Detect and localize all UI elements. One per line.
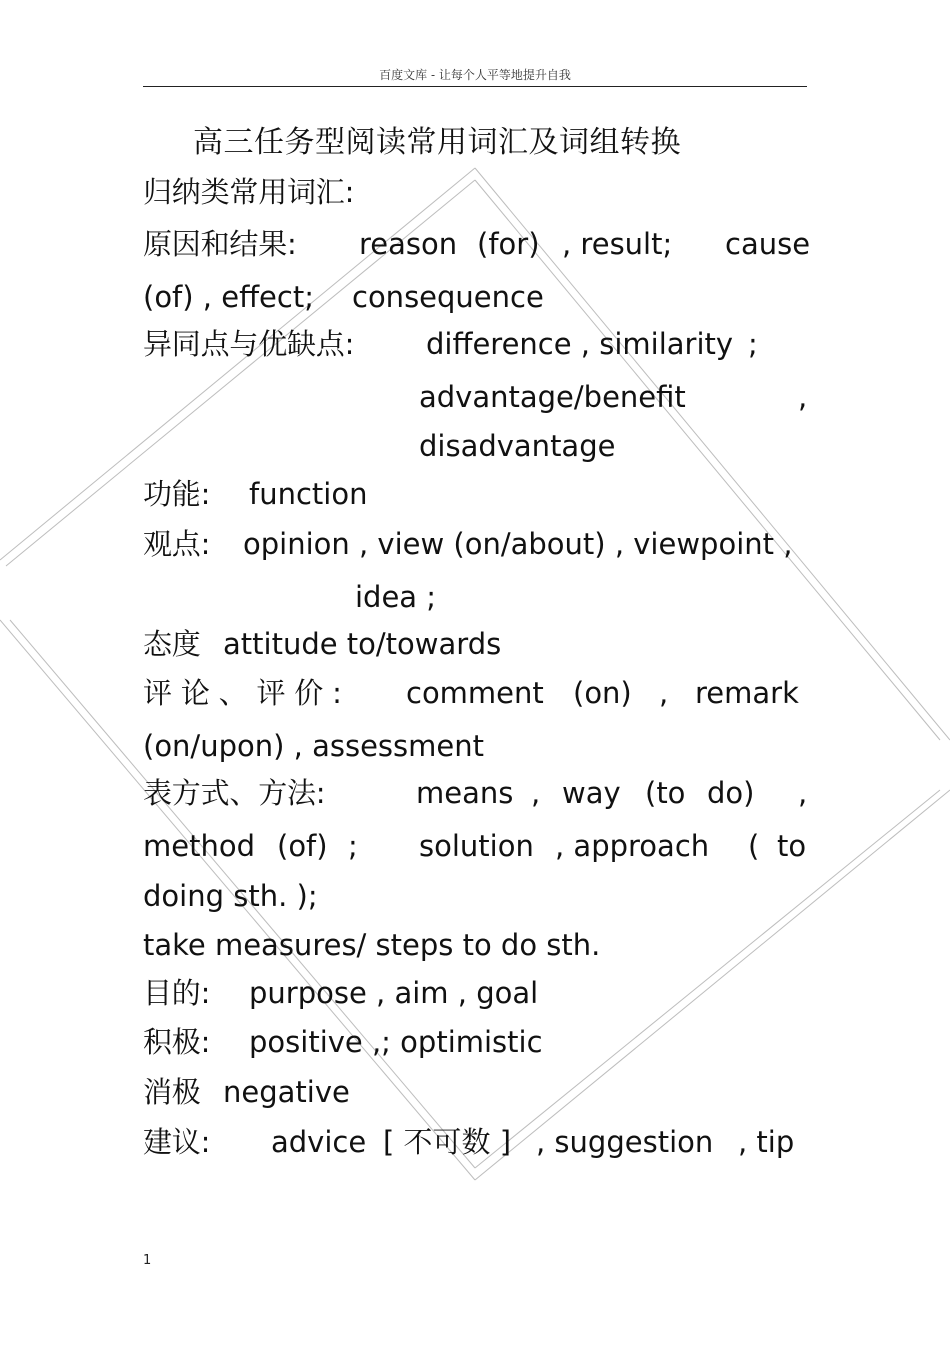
purpose-label: 目的: <box>143 976 211 1010</box>
comment-term: comment <box>406 676 544 710</box>
method-term: method <box>143 829 255 863</box>
document-title: 高三任务型阅读常用词汇及词组转换 <box>193 125 681 160</box>
section-heading: 归纳类常用词汇: <box>143 175 355 209</box>
way-to: (to <box>645 776 686 810</box>
difference-semicolon: ; <box>748 327 758 361</box>
approach-doing: doing sth. ); <box>143 879 318 913</box>
difference-terms: difference , similarity <box>426 327 734 361</box>
cause-term-result: , result; <box>562 227 673 261</box>
page-number: 1 <box>143 1253 152 1268</box>
attitude-terms: attitude to/towards <box>223 627 502 661</box>
advice-term: advice <box>271 1125 367 1159</box>
way-comma: , <box>798 776 808 810</box>
means-term: means <box>416 776 514 810</box>
approach-term: , approach <box>555 829 710 863</box>
difference-label: 异同点与优缺点: <box>143 327 355 361</box>
opinion-idea: idea ; <box>355 580 437 614</box>
cause-term-effect: (of) , effect; <box>143 280 314 314</box>
approach-paren: ( <box>748 829 760 863</box>
approach-to: to <box>777 829 807 863</box>
method-semicolon: ; <box>348 829 358 863</box>
remark-term: remark <box>695 676 799 710</box>
purpose-terms: purpose , aim , goal <box>249 976 539 1010</box>
positive-label: 积极: <box>143 1025 211 1059</box>
positive-terms: positive ,; optimistic <box>249 1025 543 1059</box>
advantage-terms: advantage/benefit <box>419 380 686 414</box>
negative-label: 消极 <box>143 1075 201 1109</box>
cause-term-for: (for) <box>477 227 540 261</box>
way-do: do) <box>707 776 755 810</box>
solution-term: solution <box>419 829 534 863</box>
advantage-comma: , <box>798 380 808 414</box>
cause-term-cause: cause <box>725 227 811 261</box>
comment-on: (on) <box>573 676 632 710</box>
method-of: (of) <box>277 829 328 863</box>
header-divider <box>143 86 807 87</box>
negative-term: negative <box>223 1075 350 1109</box>
opinion-label: 观点: <box>143 527 211 561</box>
cause-term-consequence: consequence <box>352 280 544 314</box>
advice-label: 建议: <box>143 1125 211 1159</box>
advice-uncountable: [ 不可数 ] <box>383 1125 512 1159</box>
means-comma: , <box>531 776 541 810</box>
page-header: 百度文库 - 让每个人平等地提升自我 <box>379 68 571 82</box>
cause-label: 原因和结果: <box>143 227 297 261</box>
function-label: 功能: <box>143 477 211 511</box>
cause-term-reason: reason <box>359 227 458 261</box>
suggestion-term: , suggestion <box>536 1125 714 1159</box>
disadvantage-term: disadvantage <box>419 429 616 463</box>
attitude-label: 态度 <box>143 627 201 661</box>
way-term: way <box>562 776 621 810</box>
comment-label: 评 论 、 评 价 : <box>143 676 342 710</box>
means-label: 表方式、方法: <box>143 776 326 810</box>
assessment-term: (on/upon) , assessment <box>143 729 484 763</box>
tip-term: , tip <box>738 1125 795 1159</box>
opinion-terms: opinion , view (on/about) , viewpoint , <box>243 527 793 561</box>
measures-phrase: take measures/ steps to do sth. <box>143 928 601 962</box>
function-term: function <box>249 477 368 511</box>
comment-comma: , <box>659 676 669 710</box>
